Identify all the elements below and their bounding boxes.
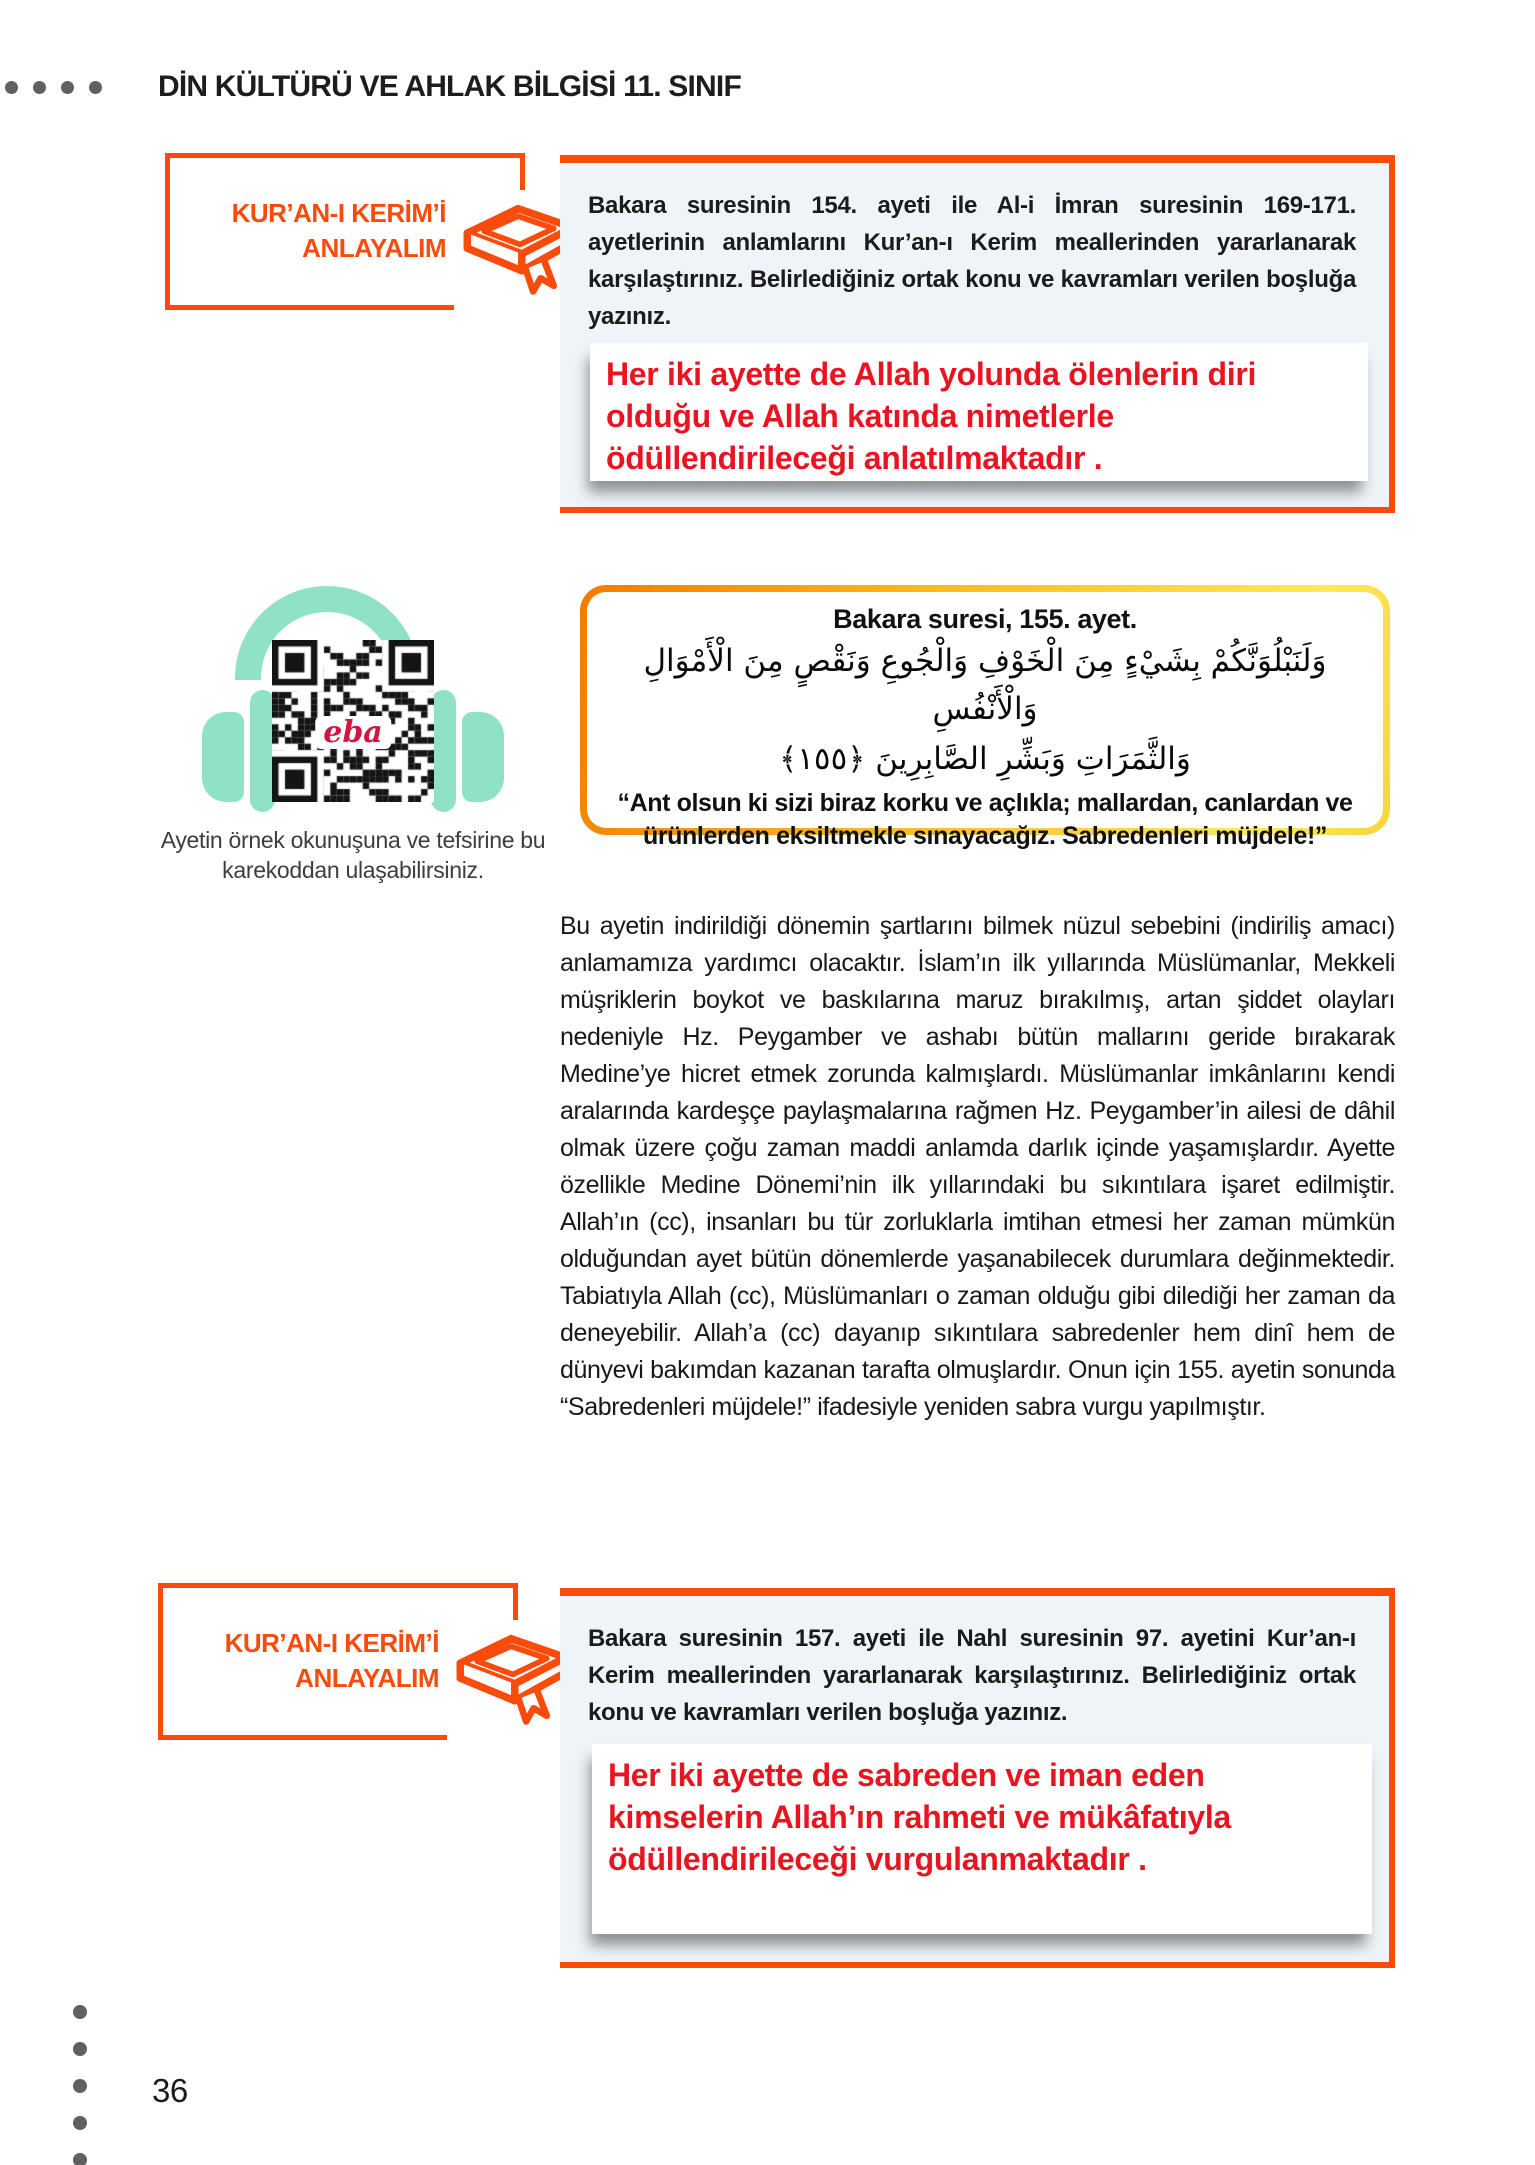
activity-box-label <box>232 196 446 268</box>
dot-icon <box>33 81 46 94</box>
dot-icon <box>73 2042 87 2056</box>
answer-text-1: Her iki ayette de Allah yolunda ölenlerin diri olduğu ve Allah katında nimetlerle ödüllendirileceği anlatılmaktadır . <box>606 356 1257 477</box>
dot-icon <box>73 2079 87 2093</box>
dot-icon <box>73 2005 87 2019</box>
eba-logo: eba <box>315 716 391 749</box>
activity-box-label-line1: KUR’AN-I KERİM’İ <box>224 1627 439 1658</box>
headphone-earpad-left <box>202 712 244 802</box>
page-number: 36 <box>152 2072 188 2109</box>
dot-icon <box>5 81 18 94</box>
verse-box <box>580 585 1390 850</box>
activity-box-2 <box>158 1583 518 1740</box>
dot-icon <box>61 81 74 94</box>
verse-arabic-line2: وَالثَّمَرَاتِ وَبَشِّرِ الصَّابِرِينَ ﴿١٥٥﴾ <box>779 741 1191 778</box>
body-paragraph: Bu ayetin indirildiği dönemin şartlarını bilmek nüzul sebebini (indiriliş amacı) anlamamıza yardımcı olacaktır. İslam’ın ilk yıllarında Müslümanlar, Mekkeli müşriklerin boykot ve baskılarına maruz bırakılmış, artan şiddet olayları nedeniyle Hz. Peygamber ve ashabı bütün mallarını geride bırakarak Medine’ye hicret etmek zorunda kalmışlardı. Müslümanlar imkânlarını kendi aralarında kardeşçe paylaşmalarına rağmen Hz. Peygamber’in ailesi de dâhil olmak üzere çoğu zaman maddi anlamda darlık içinde yaşamışlardır. Ayette özellikle Medine Dönemi’nin ilk yıllarındaki bu sıkıntılara işaret edilmiştir. Allah’ın (cc), insanları bu tür zorluklarla imtihan etmesi her zaman mümkün olduğundan ayet bütün dönemlerde yaşanabilecek durumlara değinmektedir. Tabiatıyla Allah (cc), Müslümanları o zaman olduğu gibi dilediği her zaman da deneyebilir. Allah’a (cc) dayanıp sıkıntılara sabredenler hem dinî hem de dünyevi bakımdan kazanan tarafta olmuşlardır. Onun için 155. ayetin sonunda “Sabredenleri müjdele!” ifadesiyle yeniden sabra vurgu yapılmıştır. <box>560 912 1395 1421</box>
verse-title: Bakara suresi, 155. ayet. <box>833 604 1137 634</box>
dot-icon <box>73 2116 87 2130</box>
verse-arabic-line1: وَلَنَبْلُوَنَّكُمْ بِشَيْءٍ مِنَ الْخَوْفِ وَالْجُوعِ وَنَقْصٍ مِنَ الْأَمْوَالِ وَالْأَنْفُسِ <box>643 643 1327 728</box>
dot-icon <box>89 81 102 94</box>
activity-box-1 <box>165 153 525 310</box>
header-dots-decoration <box>5 81 102 94</box>
footer-dots-decoration <box>73 2005 87 2165</box>
qr-code-block <box>150 578 556 884</box>
activity-box-label-line1: KUR’AN-I KERİM’İ <box>231 197 446 228</box>
headphone-cushion-right <box>431 690 456 812</box>
instruction-text-1: Bakara suresinin 154. ayeti ile Al-i İmran suresinin 169-171. ayetlerinin anlamlarını Kur’an-ı Kerim meallerinden yararlanarak karşılaştırınız. Belirlediğiniz ortak konu ve kavramları verilen boşluğa yazınız. <box>588 192 1356 330</box>
answer-box-1 <box>590 343 1368 481</box>
qr-caption: Ayetin örnek okunuşuna ve tefsirine bu karekoddan ulaşabilirsiniz. <box>160 827 546 884</box>
dot-icon <box>73 2153 87 2165</box>
activity-box-label-line2: ANLAYALIM <box>295 1663 439 1694</box>
instruction-panel-2 <box>560 1588 1395 1968</box>
verse-box-inner <box>587 592 1383 850</box>
verse-translation: “Ant olsun ki sizi biraz korku ve açlıkla; mallardan, canlardan ve ürünlerden eksiltmekle sınayacağız. Sabredenleri müjdele!” <box>617 789 1353 850</box>
instruction-text-2: Bakara suresinin 157. ayeti ile Nahl suresinin 97. ayetini Kur’an-ı Kerim meallerinden yararlanarak karşılaştırınız. Belirlediğiniz ortak konu ve kavramları verilen boşluğa yazınız. <box>588 1625 1356 1726</box>
instruction-panel-1 <box>560 155 1395 513</box>
page-header-title: DİN KÜLTÜRÜ VE AHLAK BİLGİSİ 11. SINIF <box>158 70 741 103</box>
activity-box-label <box>225 1626 439 1698</box>
activity-box-label-line2: ANLAYALIM <box>302 233 446 264</box>
headphone-earpad-right <box>462 712 504 802</box>
quran-book-icon <box>447 1620 577 1742</box>
answer-box-2 <box>592 1744 1372 1934</box>
answer-text-2: Her iki ayette de sabreden ve iman eden kimselerin Allah’ın rahmeti ve mükâfatıyla ödüllendirileceği vurgulanmaktadır . <box>608 1757 1231 1878</box>
